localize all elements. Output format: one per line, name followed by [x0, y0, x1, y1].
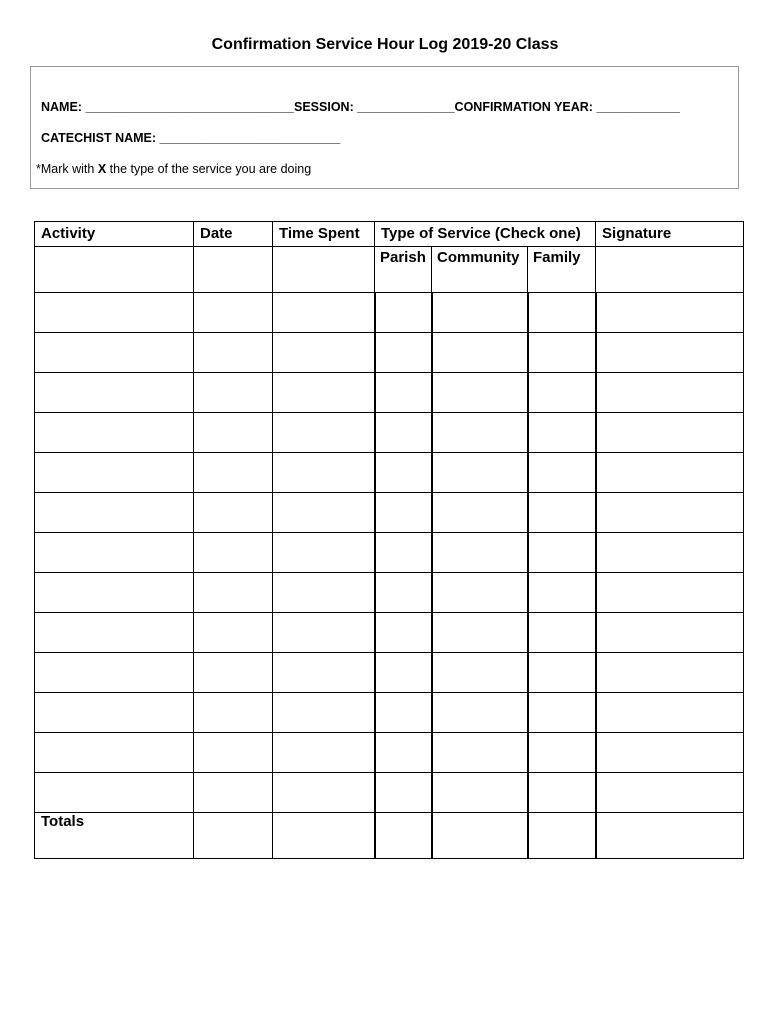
parish-check-cell[interactable]: [375, 573, 432, 613]
totals-community-cell[interactable]: [432, 813, 528, 859]
date-cell[interactable]: [194, 773, 273, 813]
family-check-cell[interactable]: [528, 613, 596, 653]
parish-check-cell[interactable]: [375, 453, 432, 493]
parish-check-cell[interactable]: [375, 373, 432, 413]
signature-cell[interactable]: [596, 293, 744, 333]
note-prefix: *Mark with: [36, 162, 98, 176]
time-spent-cell[interactable]: [273, 413, 375, 453]
time-spent-cell[interactable]: [273, 613, 375, 653]
activity-cell[interactable]: [35, 413, 194, 453]
parish-check-cell[interactable]: [375, 693, 432, 733]
date-cell[interactable]: [194, 693, 273, 733]
totals-date-cell[interactable]: [194, 813, 273, 859]
family-check-cell[interactable]: [528, 653, 596, 693]
signature-cell[interactable]: [596, 333, 744, 373]
subheader-community: Community: [432, 247, 528, 293]
signature-cell[interactable]: [596, 453, 744, 493]
community-check-cell[interactable]: [432, 413, 528, 453]
time-spent-cell[interactable]: [273, 653, 375, 693]
date-cell[interactable]: [194, 613, 273, 653]
time-spent-cell[interactable]: [273, 533, 375, 573]
family-check-cell[interactable]: [528, 373, 596, 413]
subheader-parish: Parish: [375, 247, 432, 293]
activity-cell[interactable]: [35, 533, 194, 573]
activity-cell[interactable]: [35, 493, 194, 533]
parish-check-cell[interactable]: [375, 733, 432, 773]
info-line-1: [41, 100, 680, 114]
signature-cell[interactable]: [596, 733, 744, 773]
parish-check-cell[interactable]: [375, 413, 432, 453]
catechist-name-field[interactable]: CATECHIST NAME: __________________________: [41, 131, 341, 145]
signature-cell[interactable]: [596, 493, 744, 533]
table-row: [35, 693, 744, 733]
note-suffix: the type of the service you are doing: [106, 162, 312, 176]
signature-cell[interactable]: [596, 413, 744, 453]
header-signature: Signature: [596, 222, 744, 247]
table-row: [35, 413, 744, 453]
activity-cell[interactable]: [35, 453, 194, 493]
activity-cell[interactable]: [35, 333, 194, 373]
time-spent-cell[interactable]: [273, 573, 375, 613]
date-cell[interactable]: [194, 333, 273, 373]
date-cell[interactable]: [194, 653, 273, 693]
family-check-cell[interactable]: [528, 773, 596, 813]
date-cell[interactable]: [194, 533, 273, 573]
totals-label: Totals: [35, 813, 194, 859]
table-row: [35, 533, 744, 573]
signature-cell[interactable]: [596, 247, 744, 293]
instruction-note: [36, 162, 311, 176]
parish-check-cell[interactable]: [375, 613, 432, 653]
page-title: Confirmation Service Hour Log 2019-20 Class: [211, 36, 559, 53]
community-check-cell[interactable]: [432, 693, 528, 733]
community-check-cell[interactable]: [432, 493, 528, 533]
activity-cell[interactable]: [35, 733, 194, 773]
table-row: [35, 613, 744, 653]
community-check-cell[interactable]: [432, 453, 528, 493]
activity-cell[interactable]: [35, 373, 194, 413]
signature-cell[interactable]: [596, 653, 744, 693]
totals-time-cell[interactable]: [273, 813, 375, 859]
parish-check-cell[interactable]: [375, 493, 432, 533]
activity-cell[interactable]: [35, 613, 194, 653]
activity-cell[interactable]: [35, 693, 194, 733]
signature-cell[interactable]: [596, 533, 744, 573]
community-check-cell[interactable]: [432, 573, 528, 613]
signature-cell[interactable]: [596, 373, 744, 413]
date-cell[interactable]: [194, 493, 273, 533]
activity-cell[interactable]: [35, 653, 194, 693]
time-spent-cell[interactable]: [273, 693, 375, 733]
community-check-cell[interactable]: [432, 373, 528, 413]
date-cell[interactable]: [194, 733, 273, 773]
family-check-cell[interactable]: [528, 733, 596, 773]
time-spent-cell[interactable]: [273, 293, 375, 333]
time-spent-cell[interactable]: [273, 773, 375, 813]
signature-cell[interactable]: [596, 613, 744, 653]
community-check-cell[interactable]: [432, 533, 528, 573]
date-cell[interactable]: [194, 293, 273, 333]
table-row: [35, 653, 744, 693]
parish-check-cell[interactable]: [375, 773, 432, 813]
service-log-table: [34, 221, 744, 859]
parish-check-cell[interactable]: [375, 293, 432, 333]
family-check-cell[interactable]: [528, 413, 596, 453]
name-field[interactable]: NAME: ______________________________: [41, 100, 294, 114]
table-row: [35, 453, 744, 493]
community-check-cell[interactable]: [432, 773, 528, 813]
table-row: [35, 293, 744, 333]
time-spent-cell[interactable]: [273, 493, 375, 533]
totals-signature-cell[interactable]: [596, 813, 744, 859]
community-check-cell[interactable]: [432, 293, 528, 333]
date-cell[interactable]: [194, 413, 273, 453]
subheader-family: Family: [528, 247, 596, 293]
time-spent-cell[interactable]: [273, 453, 375, 493]
date-cell[interactable]: [194, 247, 273, 293]
activity-cell[interactable]: [35, 293, 194, 333]
time-spent-cell[interactable]: [273, 733, 375, 773]
header-date: Date: [194, 222, 273, 247]
header-activity: Activity: [35, 222, 194, 247]
table-row: [35, 733, 744, 773]
community-check-cell[interactable]: [432, 653, 528, 693]
family-check-cell[interactable]: [528, 293, 596, 333]
family-check-cell[interactable]: [528, 453, 596, 493]
community-check-cell[interactable]: [432, 333, 528, 373]
family-check-cell[interactable]: [528, 493, 596, 533]
table-row: [35, 773, 744, 813]
header-type-of-service: Type of Service (Check one): [375, 222, 596, 247]
signature-cell[interactable]: [596, 573, 744, 613]
parish-check-cell[interactable]: [375, 533, 432, 573]
table-row: [35, 333, 744, 373]
parish-check-cell[interactable]: [375, 653, 432, 693]
totals-parish-cell[interactable]: [375, 813, 432, 859]
family-check-cell[interactable]: [528, 333, 596, 373]
confirmation-year-field[interactable]: CONFIRMATION YEAR: ____________: [454, 100, 680, 114]
note-x-mark: X: [97, 162, 107, 176]
session-field[interactable]: SESSION: ______________: [294, 100, 455, 114]
header-time-spent: Time Spent: [273, 222, 375, 247]
time-spent-cell[interactable]: [273, 373, 375, 413]
signature-cell[interactable]: [596, 773, 744, 813]
date-cell[interactable]: [194, 373, 273, 413]
table-row: [35, 573, 744, 613]
table-row: [35, 373, 744, 413]
totals-family-cell[interactable]: [528, 813, 596, 859]
table-row: [35, 493, 744, 533]
parish-check-cell[interactable]: [375, 333, 432, 373]
activity-cell[interactable]: [35, 573, 194, 613]
signature-cell[interactable]: [596, 693, 744, 733]
student-info-box: [30, 66, 739, 189]
family-check-cell[interactable]: [528, 573, 596, 613]
family-check-cell[interactable]: [528, 693, 596, 733]
activity-cell[interactable]: [35, 773, 194, 813]
date-cell[interactable]: [194, 573, 273, 613]
time-spent-cell[interactable]: [273, 333, 375, 373]
activity-cell[interactable]: [35, 247, 194, 293]
time-spent-cell[interactable]: [273, 247, 375, 293]
date-cell[interactable]: [194, 453, 273, 493]
community-check-cell[interactable]: [432, 613, 528, 653]
community-check-cell[interactable]: [432, 733, 528, 773]
family-check-cell[interactable]: [528, 533, 596, 573]
